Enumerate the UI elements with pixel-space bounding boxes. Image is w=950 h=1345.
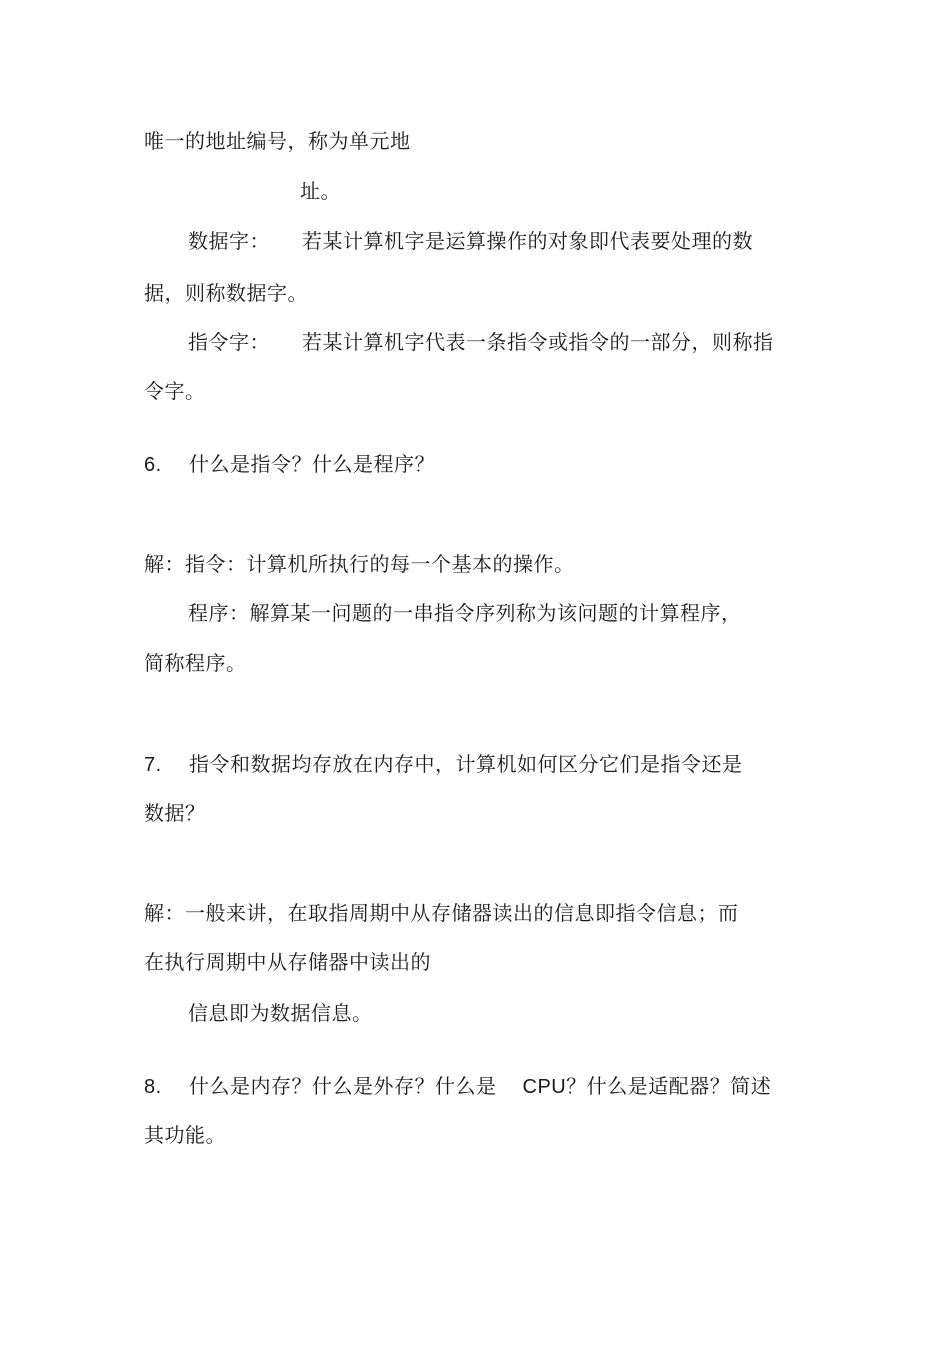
question-7-end: 数据？ [144,801,206,825]
definition-data-word [188,229,753,253]
term-data-word: 数据字： [188,229,270,253]
definition-instruction-word [188,330,774,354]
term-instruction-word: 指令字： [188,330,270,354]
text-line-unit-address-end: 址。 [300,179,341,203]
question-8-text-a: 什么是内存？什么是外存？什么是 [189,1074,497,1098]
definition-data-word-end: 据，则称数据字。 [144,281,308,305]
question-6-text: 什么是指令？什么是程序？ [189,452,435,476]
answer-6-line-2: 程序：解算某一问题的一串指令序列称为该问题的计算程序， [188,601,742,625]
definition-instruction-word-text: 若某计算机字代表一条指令或指令的一部分，则称指 [302,330,774,354]
question-8-text-b: 什么是适配器？简述 [586,1074,772,1098]
definition-instruction-word-end: 令字。 [144,379,206,403]
text-line-unit-address: 唯一的地址编号，称为单元地 [144,129,411,153]
definition-data-word-text: 若某计算机字是运算操作的对象即代表要处理的数 [302,229,753,253]
answer-7-line-2: 在执行周期中从存储器中读出的 [144,950,431,974]
question-8-end: 其功能。 [144,1123,226,1147]
question-number: 8. [144,1076,162,1098]
question-7 [144,752,743,777]
answer-6-line-3: 简称程序。 [144,651,247,675]
answer-6-line-1: 解：指令：计算机所执行的每一个基本的操作。 [144,552,575,576]
answer-7-line-1: 解：一般来讲，在取指周期中从存储器读出的信息即指令信息；而 [144,901,739,925]
question-number: 7. [144,754,162,776]
answer-7-line-3: 信息即为数据信息。 [188,1001,373,1025]
question-8-cpu: CPU？ [522,1076,587,1098]
question-8 [144,1074,771,1099]
question-number: 6. [144,454,162,476]
question-6 [144,452,435,477]
question-7-text: 指令和数据均存放在内存中，计算机如何区分它们是指令还是 [189,752,743,776]
